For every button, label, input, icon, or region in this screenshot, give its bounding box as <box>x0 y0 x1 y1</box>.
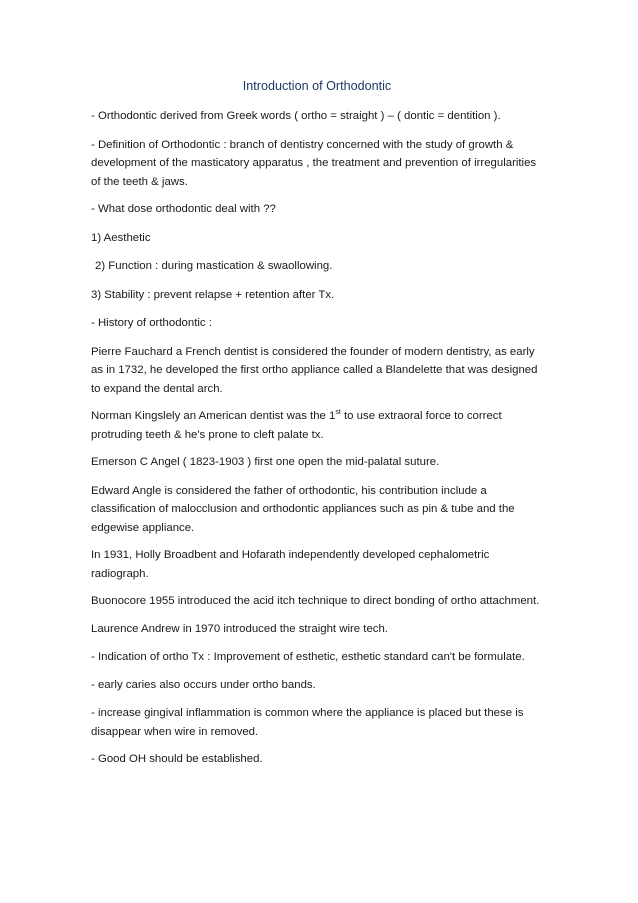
paragraph-buonocore: Buonocore 1955 introduced the acid itch technique to direct bonding of ortho attachment. <box>91 595 540 607</box>
list-item-stability: 3) Stability : prevent relapse + retention after Tx. <box>91 288 335 301</box>
paragraph-question: - What dose orthodontic deal with ?? <box>91 203 276 215</box>
document-title: Introduction of Orthodontic <box>242 79 392 93</box>
paragraph-oral-hygiene: - Good OH should be established. <box>91 753 263 765</box>
paragraph-ortho-etymology: - Orthodontic derived from Greek words ( ortho = straight ) – ( dontic = dentition ). <box>91 110 501 122</box>
paragraph-definition: - Definition of Orthodontic : branch of dentistry concerned with the study of growth & development of the masticatory apparatus , the treatment and prevention of irregularities of the teeth & jaws. <box>91 138 537 188</box>
paragraph-fauchard: Pierre Fauchard a French dentist is considered the founder of modern dentistry, as early as in 1732, he developed the first ortho appliance called a Blandelette that was designed to expand the dental arch. <box>91 345 538 395</box>
kingsley-text-start: Norman Kingslely an American dentist was the 1 <box>91 410 336 422</box>
list-item-aesthetic: 1) Aesthetic <box>91 231 151 244</box>
kingsley-text-end: to use extraoral force to correct protruding teeth & he's prone to cleft palate tx. <box>91 410 502 441</box>
document-body <box>91 78 543 779</box>
ordinal-superscript: st <box>335 409 341 416</box>
list-item-function: 2) Function : during mastication & swaollowing. <box>95 260 333 272</box>
paragraph-indication: - Indication of ortho Tx : Improvement of esthetic, esthetic standard can't be formulate. <box>91 651 525 663</box>
paragraph-edward-angle: Edward Angle is considered the father of orthodontic, his contribution include a classification of malocclusion and orthodontic appliances such as pin & tube and the edgewise appliance. <box>91 484 515 534</box>
paragraph-emerson-angel: Emerson C Angel ( 1823-1903 ) first one open the mid-palatal suture. <box>91 456 440 468</box>
paragraph-broadbent: In 1931, Holly Broadbent and Hofarath independently developed cephalometric radiograph. <box>91 549 490 580</box>
heading-history: - History of orthodontic : <box>91 317 212 329</box>
paragraph-kingsley <box>91 407 543 444</box>
paragraph-gingival: - increase gingival inflammation is common where the appliance is placed but these is disappear when wire in removed. <box>91 707 524 738</box>
paragraph-early-caries: - early caries also occurs under ortho bands. <box>91 678 316 691</box>
paragraph-andrew: Laurence Andrew in 1970 introduced the straight wire tech. <box>91 622 388 635</box>
